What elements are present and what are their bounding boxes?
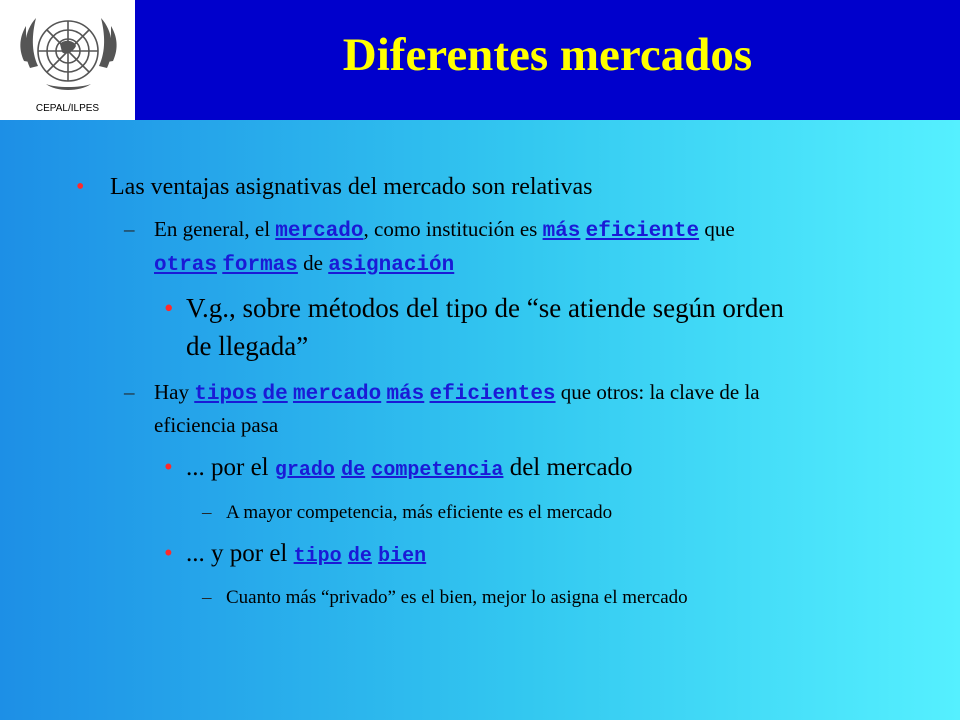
link-formas[interactable]: formas: [222, 254, 298, 277]
text-segment: eficiencia pasa: [154, 413, 279, 437]
text-segment: ... y por el: [186, 540, 294, 567]
bullet-text: Las ventajas asignativas del mercado son relativas: [110, 174, 593, 200]
logo-caption: CEPAL/ILPES: [35, 103, 100, 114]
dash-marker: –: [124, 217, 135, 241]
text-segment: ... por el: [186, 454, 275, 481]
sub-sub-bullet-vg: [164, 293, 784, 324]
level4-cuanto-mas-privado: [202, 587, 688, 609]
text-segment: que: [699, 217, 735, 241]
link-otras[interactable]: otras: [154, 254, 218, 277]
link-mercado[interactable]: mercado: [275, 220, 364, 243]
link-de[interactable]: de: [347, 545, 372, 568]
link-de[interactable]: de: [341, 459, 366, 482]
bullet-text: de llegada”: [186, 331, 309, 361]
bullet-text: V.g., sobre métodos del tipo de “se atiende según orden: [186, 293, 784, 323]
sub-bullet-hay-tipos: [124, 380, 760, 406]
link-eficiente[interactable]: eficiente: [585, 220, 700, 243]
link-eficientes[interactable]: eficientes: [429, 383, 556, 406]
sub-bullet-en-general: [124, 217, 735, 243]
link-mas[interactable]: más: [542, 220, 581, 243]
link-bien[interactable]: bien: [378, 545, 427, 568]
level4-mayor-competencia: [202, 502, 612, 524]
sub-bullet-en-general-line2: [154, 251, 454, 277]
link-tipo[interactable]: tipo: [293, 545, 342, 568]
link-de[interactable]: de: [262, 383, 288, 406]
dash-marker: –: [202, 502, 212, 523]
bullet-marker: •: [164, 293, 174, 323]
dash-marker: –: [202, 587, 212, 608]
link-tipos[interactable]: tipos: [194, 383, 258, 406]
text-segment: En general, el: [154, 217, 276, 241]
text-segment: Hay: [154, 380, 195, 404]
sub-sub-bullet-grado: [164, 454, 633, 482]
link-asignacion[interactable]: asignación: [328, 254, 455, 277]
text-segment: Cuanto más “privado” es el bien, mejor lo asigna el mercado: [226, 587, 688, 608]
bullet-marker: •: [76, 174, 85, 200]
sub-sub-bullet-tipo-bien: [164, 540, 426, 568]
dash-marker: –: [124, 380, 135, 404]
link-mas[interactable]: más: [386, 383, 425, 406]
link-mercado[interactable]: mercado: [292, 383, 382, 406]
text-segment: de: [297, 251, 329, 275]
bullet-ventajas: [76, 174, 593, 201]
text-segment: que otros: la clave de la: [555, 380, 760, 404]
bullet-marker: •: [164, 540, 173, 567]
text-segment: A mayor competencia, más eficiente es el mercado: [226, 502, 613, 523]
sub-sub-bullet-vg-line2: [186, 331, 308, 362]
slide-title: Diferentes mercados: [342, 29, 753, 81]
sub-bullet-hay-tipos-line2: [154, 413, 278, 438]
text-segment: del mercado: [503, 454, 633, 481]
link-grado[interactable]: grado: [274, 459, 335, 482]
link-competencia[interactable]: competencia: [371, 459, 504, 482]
text-segment: , como institución es: [363, 217, 543, 241]
bullet-marker: •: [164, 454, 173, 481]
